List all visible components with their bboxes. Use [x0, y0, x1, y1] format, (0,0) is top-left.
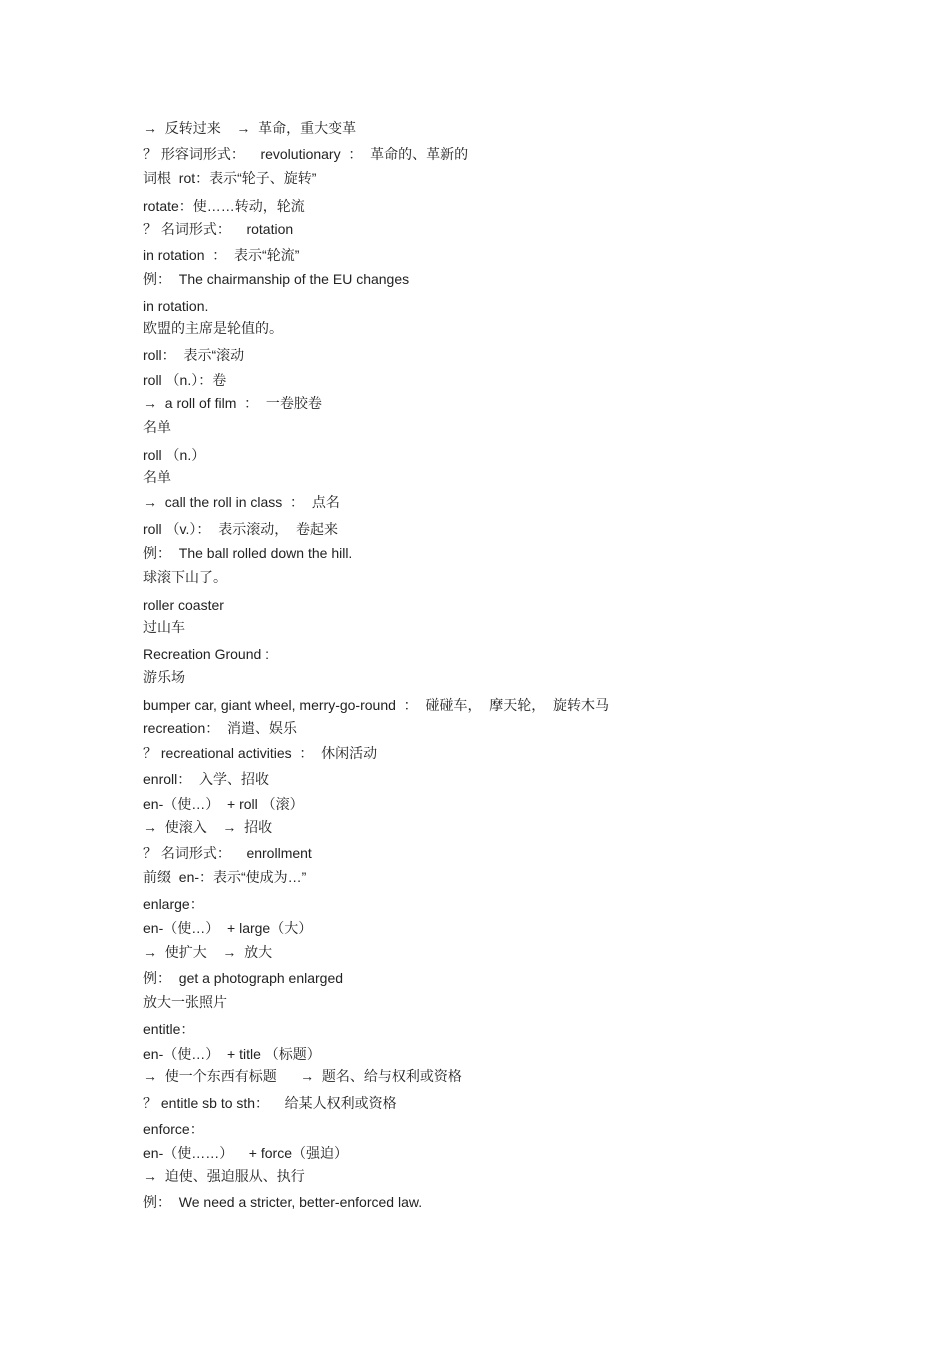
- text-line: ？ 名词形式： enrollment: [143, 845, 312, 861]
- text-line: roll （n.）：卷: [143, 372, 227, 388]
- text-line: 例： The chairmanship of the EU changes: [143, 271, 410, 287]
- text-line: → call the roll in class ： 点名: [143, 494, 340, 510]
- text-line: ？ 名词形式： rotation: [143, 221, 294, 237]
- text-line: roll （n.）: [143, 447, 206, 463]
- text-line: 例： We need a stricter, better-enforced law.: [143, 1194, 423, 1210]
- text-line: → 迫使、强迫服从、执行: [143, 1168, 305, 1184]
- text-line: 名单: [143, 469, 171, 485]
- text-line: rotate：使……转动，轮流: [143, 198, 305, 214]
- text-line: Recreation Ground :: [143, 646, 270, 662]
- text-line: en-（使…） + roll （滚）: [143, 796, 304, 812]
- text-line: recreation： 消遣、娱乐: [143, 720, 298, 736]
- text-line: enlarge：: [143, 896, 204, 912]
- text-line: entitle：: [143, 1021, 195, 1037]
- text-line: 欧盟的主席是轮值的。: [143, 320, 283, 336]
- text-line: bumper car, giant wheel, merry-go-round ： 碰碰车， 摩天轮， 旋转木马: [143, 697, 610, 713]
- text-line: ？ 形容词形式： revolutionary ： 革命的、革新的: [143, 146, 469, 162]
- text-line: en-（使…） + large（大）: [143, 920, 313, 936]
- text-line: roll： 表示“滚动: [143, 347, 245, 363]
- text-line: 游乐场: [143, 669, 185, 685]
- text-line: roller coaster: [143, 597, 224, 613]
- text-line: 词根 rot：表示“轮子、旋转”: [143, 170, 317, 186]
- text-line: in rotation ： 表示“轮流”: [143, 247, 300, 263]
- text-line: 球滚下山了。: [143, 569, 227, 585]
- text-line: → 使滚入 → 招收: [143, 819, 273, 835]
- text-line: roll （v.）： 表示滚动， 卷起来: [143, 521, 338, 537]
- text-line: ？ recreational activities ： 休闲活动: [143, 745, 378, 761]
- text-line: → 使扩大 → 放大: [143, 944, 273, 960]
- text-line: in rotation.: [143, 298, 209, 314]
- text-line: en-（使……） + force（强迫）: [143, 1145, 348, 1161]
- text-line: enforce：: [143, 1121, 204, 1137]
- text-line: 名单: [143, 419, 171, 435]
- text-line: en-（使…） + title （标题）: [143, 1046, 321, 1062]
- text-line: → a roll of film ： 一卷胶卷: [143, 395, 322, 411]
- text-line: 例： The ball rolled down the hill.: [143, 545, 353, 561]
- text-line: enroll： 入学、招收: [143, 771, 270, 787]
- text-line: ？ entitle sb to sth： 给某人权利或资格: [143, 1095, 397, 1111]
- text-line: 放大一张照片: [143, 994, 227, 1010]
- text-line: 过山车: [143, 619, 185, 635]
- text-line: 前缀 en-：表示“使成为…”: [143, 869, 307, 885]
- text-line: → 使一个东西有标题 → 题名、给与权利或资格: [143, 1068, 462, 1084]
- text-line: → 反转过来 → 革命，重大变革: [143, 120, 357, 136]
- text-line: 例： get a photograph enlarged: [143, 970, 344, 986]
